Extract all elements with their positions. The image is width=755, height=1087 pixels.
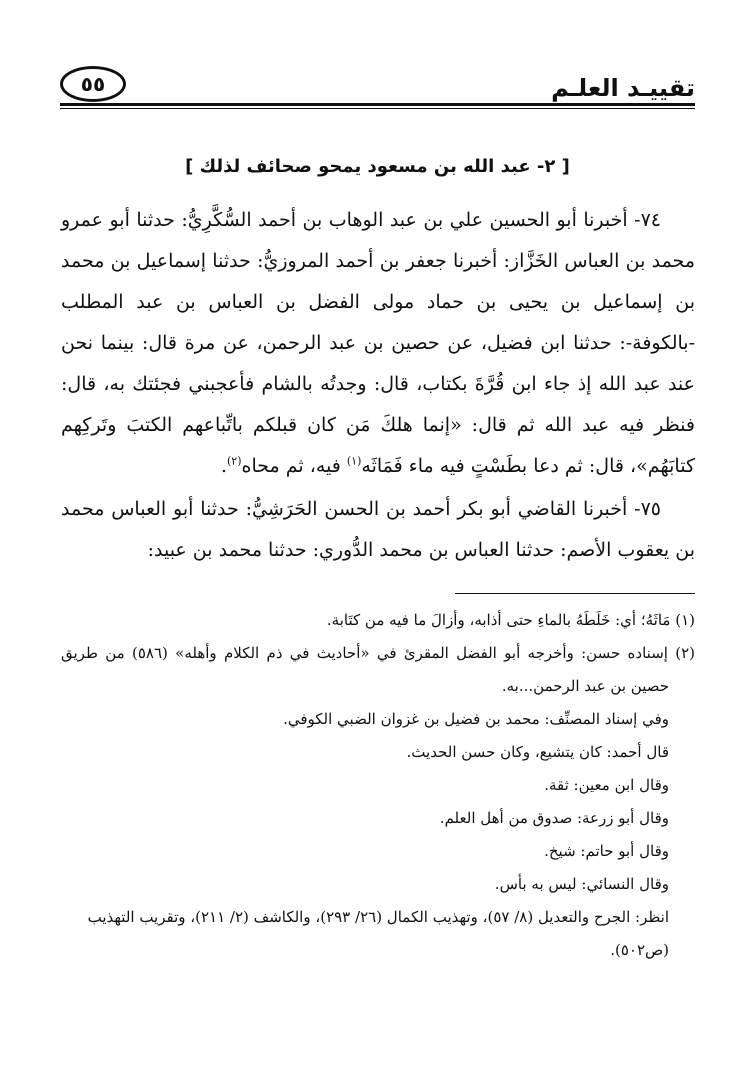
header-rule-thin xyxy=(60,108,695,109)
header-rule xyxy=(60,103,695,106)
paragraph-74-end: . xyxy=(220,455,227,477)
footnote-line: وقال ابن معين: ثقة. xyxy=(544,776,669,794)
footnotes xyxy=(61,604,695,967)
paragraph-75: ٧٥- أخبرنا القاضي أبو بكر أحمد بن الحسن الحَرَشِيُّ: حدثنا أبو العباس محمد بن يعقوب الأصم: حدثنا العباس بن محمد الدُّوري: حدثنا محمد بن عبيد: xyxy=(61,498,695,561)
footnote-line: وقال أبو زرعة: صدوق من أهل العلم. xyxy=(439,809,669,827)
page-number: ٥٥ xyxy=(80,72,106,96)
footnote-2: (٢) إسناده حسن: وأخرجه أبو الفضل المقرئ في «أحاديث في ذم الكلام وأهله» (٥٨٦) من طريق حصين بن عبد الرحمن...به. xyxy=(61,644,696,695)
footnote-line: قال أحمد: كان يتشيع، وكان حسن الحديث. xyxy=(406,743,669,761)
section-heading: [ ٢- عبد الله بن مسعود يمحو صحائف لذلك ] xyxy=(185,156,570,177)
paragraph-74-text: ٧٤- أخبرنا أبو الحسين علي بن عبد الوهاب بن أحمد السُّكَّرِيُّ: حدثنا أبو عمرو محمد بن العباس الخَزَّاز: أخبرنا جعفر بن أحمد المروزيُّ: حدثنا إسماعيل بن محمد بن إسماعيل بن يحيى بن حماد مولى الفضل بن العباس بن عبد المطلب -بالكوفة-: حدثنا ابن فضيل، عن حصين بن عبد الرحمن، عن مرة قال: بينما نحن عند عبد الله إذ جاء ابن قُرَّةَ بكتاب، قال: وجدتُه بالشام فأعجبني فجئتك به، قال: فنظر فيه عبد الله ثم قال: «إنما هلكَ مَن كان قبلكم باتِّباعهم الكتبَ وتَركِهم كتابَهُم»، قال: ثم دعا بطَسْتٍ فيه ماء فَمَاثَه xyxy=(61,209,695,477)
page-number-badge xyxy=(60,66,126,102)
footnote-ref-2: (٢) xyxy=(226,454,242,468)
main-text xyxy=(61,200,695,571)
footnote-references: انظر: الجرح والتعديل (٨/ ٥٧)، وتهذيب الكمال (٢٦/ ٢٩٣)، والكاشف (٢/ ٢١١)، وتقريب التهذيب (ص٥٠٢). xyxy=(87,908,669,959)
paragraph-74 xyxy=(61,200,695,487)
running-title: تقييـد العلـم xyxy=(551,74,695,102)
footnote-ref-1: (١) xyxy=(346,454,362,468)
footnote-line: وفي إسناد المصنِّف: محمد بن فضيل بن غزوان الضبي الكوفي. xyxy=(283,710,669,728)
footnote-line: وقال النسائي: ليس به بأس. xyxy=(494,875,669,893)
paragraph-74-text-2: فيه، ثم محاه xyxy=(241,455,347,477)
footnote-line: وقال أبو حاتم: شيخ. xyxy=(544,842,669,860)
footnote-separator xyxy=(455,593,695,594)
footnote-1: (١) مَاثَهُ؛ أي: خَلَطَهُ بالماءِ حتى أذابه، وأزالَ ما فيه من كتَابة. xyxy=(326,611,695,629)
